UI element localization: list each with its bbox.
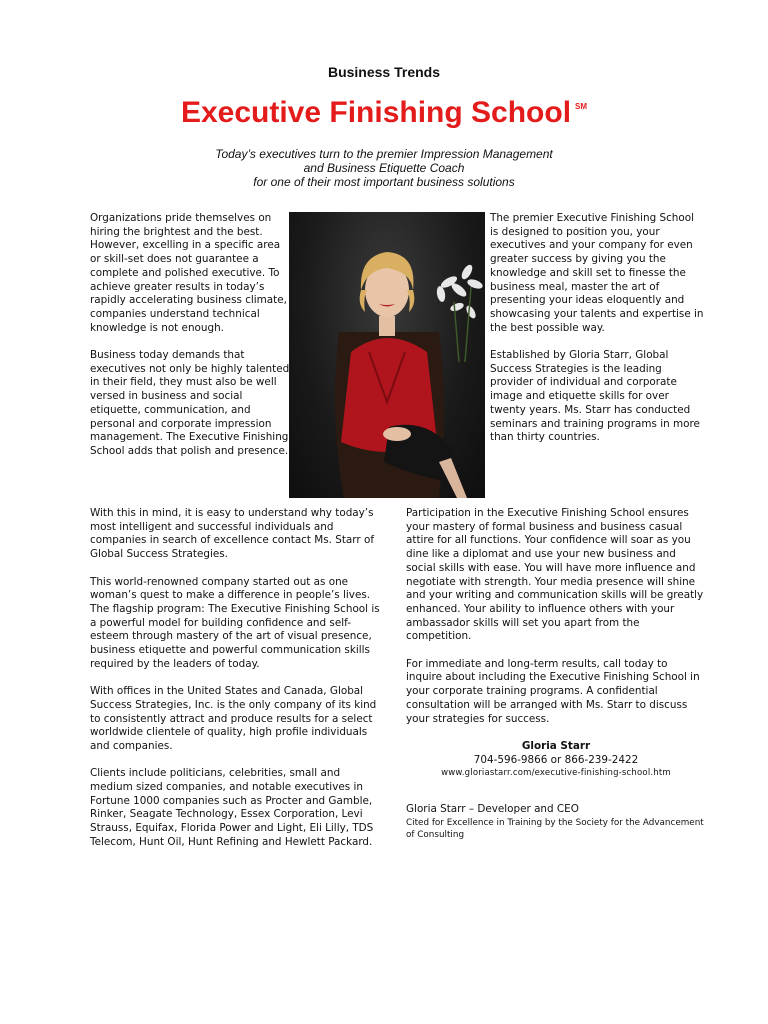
portrait-photo (289, 212, 485, 498)
paragraph: This world-renowned company started out as one woman’s quest to make a difference in people’s lives. The flagship program: The Executive Finishing School is a powerful model for building confidence and self-esteem through mastery of the art of visual presence, business etiquette and powerful communication skills required by the leaders of today. (90, 575, 380, 670)
subtitle-line: and Business Etiquette Coach (303, 161, 465, 175)
subtitle-line: Today’s executives turn to the premier Impression Management (215, 147, 553, 161)
paragraph: The premier Executive Finishing School is designed to position you, your executives and your company for even greater success by giving you the knowledge and skill set to finesse the business meal, master the art of presenting your ideas eloquently and showcasing your talents and expertise in the best possible way. (490, 212, 704, 334)
column-bottom-right (406, 507, 706, 841)
column-top-left (90, 212, 290, 472)
developer-line: Gloria Starr – Developer and CEO (406, 803, 579, 816)
title-text: Executive Finishing School (180, 96, 572, 129)
page-title (0, 96, 768, 130)
paragraph: Business today demands that executives not only be highly talented in their field, they must also be well versed in business and social etiquette, communication, and personal and corporate impression management. The Executive Finishing School adds that polish and presence. (90, 349, 290, 457)
paragraph: With this in mind, it is easy to understand why today’s most intelligent and successful individuals and companies in search of excellence contact Ms. Starr of Global Success Strategies. (90, 507, 374, 561)
paragraph: Established by Gloria Starr, Global Success Strategies is the leading provider of individual and corporate image and etiquette skills for over twenty years. Ms. Starr has conducted seminars and training programs in more than thirty countries. (490, 349, 700, 444)
paragraph: With offices in the United States and Canada, Global Success Strategies, Inc. is the only company of its kind to consistently attract and produce results for a select worldwide clientele of quality, high profile individuals and companies. (90, 685, 377, 752)
subtitle (0, 147, 768, 189)
contact-name: Gloria Starr (521, 739, 591, 752)
paragraph: For immediate and long-term results, call today to inquire about including the Executive Finishing School in your corporate training programs. A confidential consultation will be arranged with Ms. Starr to discuss your strategies for success. (406, 657, 700, 725)
column-bottom-left (90, 507, 386, 863)
paragraph: Participation in the Executive Finishing School ensures your mastery of formal business and business casual attire for all functions. Your confidence will soar as you dine like a diplomat and use your new business and social skills with ease. You will have more influence and negotiate with strength. Your media presence will shine and your writing and communication skills will be greatly enhanced. Your ability to influence others with your ambassador skills will set you apart from the competition. (406, 507, 704, 643)
citation-line: Cited for Excellence in Training by the Society for the Advancement of Consulting (406, 817, 704, 840)
contact-block (406, 740, 706, 781)
contact-url[interactable]: www.gloriastarr.com/executive-finishing-school.htm (441, 768, 671, 779)
column-top-right (490, 212, 704, 459)
contact-phone: 704-596-9866 or 866-239-2422 (473, 753, 639, 766)
kicker: Business Trends (327, 64, 441, 80)
subtitle-line: for one of their most important business solutions (253, 175, 515, 189)
paragraph: Clients include politicians, celebrities, small and medium sized companies, and notable executives in Fortune 1000 companies such as Procter and Gamble, Rinker, Seagate Technology, Essex Corporation, Levi Strauss, Equifax, Florida Power and Light, Eli Lilly, TDS Telecom, Hunt Oil, Hunt Refining and Hewlett Packard. (90, 767, 374, 848)
paragraph: Organizations pride themselves on hiring the brightest and the best. However, excelling in a specific area or skill-set does not guarantee a complete and polished executive. To achieve greater results in today’s rapidly accelerating business climate, companies understand technical knowledge is not enough. (90, 212, 287, 334)
service-mark: SM (575, 102, 588, 111)
